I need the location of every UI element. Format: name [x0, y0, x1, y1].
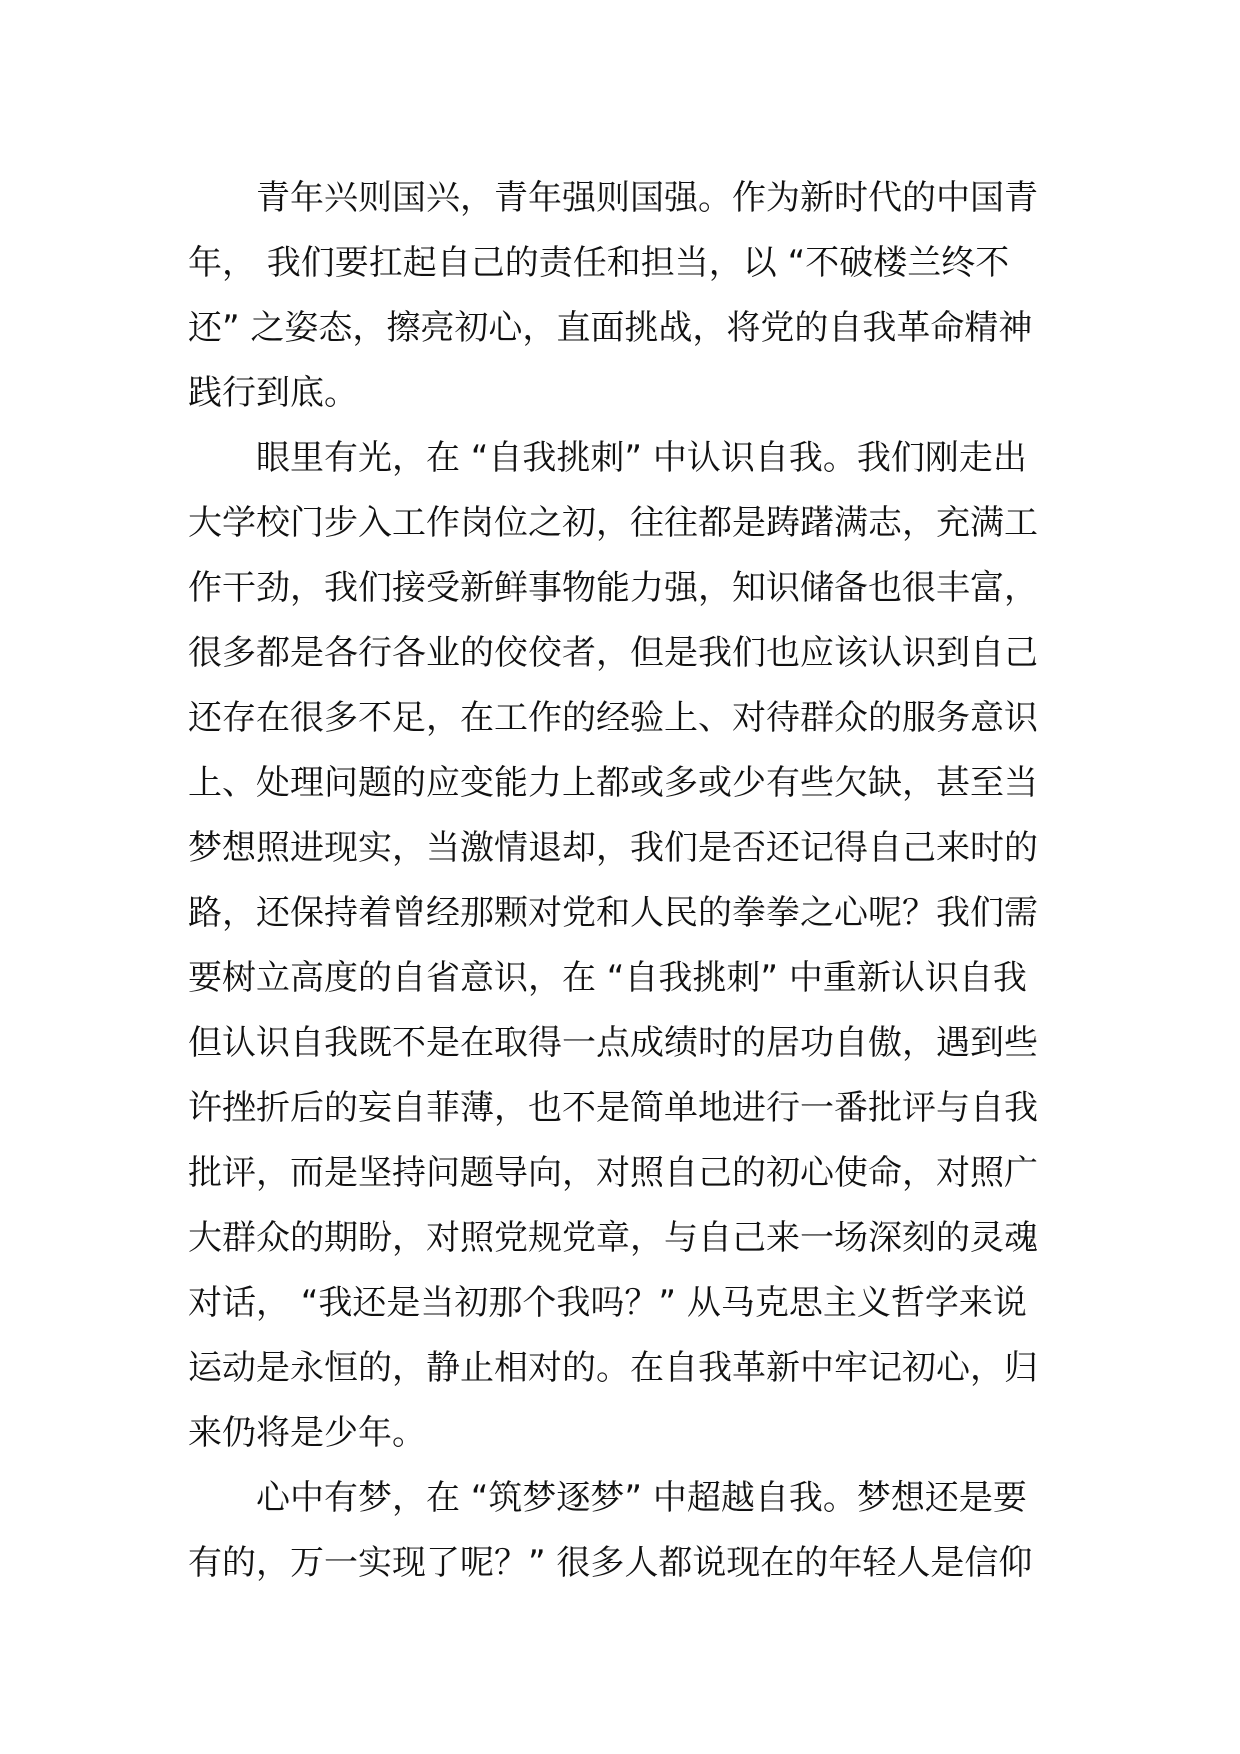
paragraph-1-line-4: 践行到底。	[188, 373, 358, 413]
document-body	[188, 166, 1058, 1596]
paragraph-2-line-6: 上、处理问题的应变能力上都或多或少有些欠缺，甚至当	[188, 763, 1038, 803]
paragraph-1-line-2: 年， 我们要扛起自己的责任和担当，以 “不破楼兰终不	[188, 243, 1010, 283]
paragraph-2-line-14: 对话， “我还是当初那个我吗？” 从马克思主义哲学来说	[188, 1283, 1027, 1323]
paragraph-2-line-8: 路，还保持着曾经那颗对党和人民的拳拳之心呢？我们需	[188, 893, 1038, 933]
paragraph-2-line-10: 但认识自我既不是在取得一点成绩时的居功自傲，遇到些	[188, 1023, 1038, 1063]
paragraph-3-line-1: 心中有梦，在 “筑梦逐梦” 中超越自我。梦想还是要	[256, 1478, 1027, 1518]
paragraph-2-line-2: 大学校门步入工作岗位之初，往往都是踌躇满志，充满工	[188, 503, 1038, 543]
paragraph-2-line-16: 来仍将是少年。	[188, 1413, 426, 1453]
paragraph-2-line-13: 大群众的期盼，对照党规党章，与自己来一场深刻的灵魂	[188, 1218, 1038, 1258]
paragraph-2-line-5: 还存在很多不足，在工作的经验上、对待群众的服务意识	[188, 698, 1038, 738]
paragraph-2-line-11: 许挫折后的妄自菲薄，也不是简单地进行一番批评与自我	[188, 1088, 1038, 1128]
paragraph-2-line-15: 运动是永恒的，静止相对的。在自我革新中牢记初心，归	[188, 1348, 1038, 1388]
paragraph-2-line-1: 眼里有光，在 “自我挑刺” 中认识自我。我们刚走出	[256, 438, 1027, 478]
paragraph-1-line-3: 还” 之姿态，擦亮初心，直面挑战，将党的自我革命精神	[188, 308, 1033, 348]
paragraph-2-line-4: 很多都是各行各业的佼佼者，但是我们也应该认识到自己	[188, 633, 1038, 673]
paragraph-2-line-9: 要树立高度的自省意识，在 “自我挑刺” 中重新认识自我	[188, 958, 1027, 998]
paragraph-2-line-7: 梦想照进现实，当激情退却，我们是否还记得自己来时的	[188, 828, 1038, 868]
paragraph-1-line-1: 青年兴则国兴，青年强则国强。作为新时代的中国青	[256, 178, 1038, 218]
paragraph-2-line-12: 批评，而是坚持问题导向，对照自己的初心使命，对照广	[188, 1153, 1038, 1193]
paragraph-3-line-2: 有的，万一实现了呢？” 很多人都说现在的年轻人是信仰	[188, 1543, 1033, 1583]
paragraph-2-line-3: 作干劲，我们接受新鲜事物能力强，知识储备也很丰富，	[188, 568, 1038, 608]
